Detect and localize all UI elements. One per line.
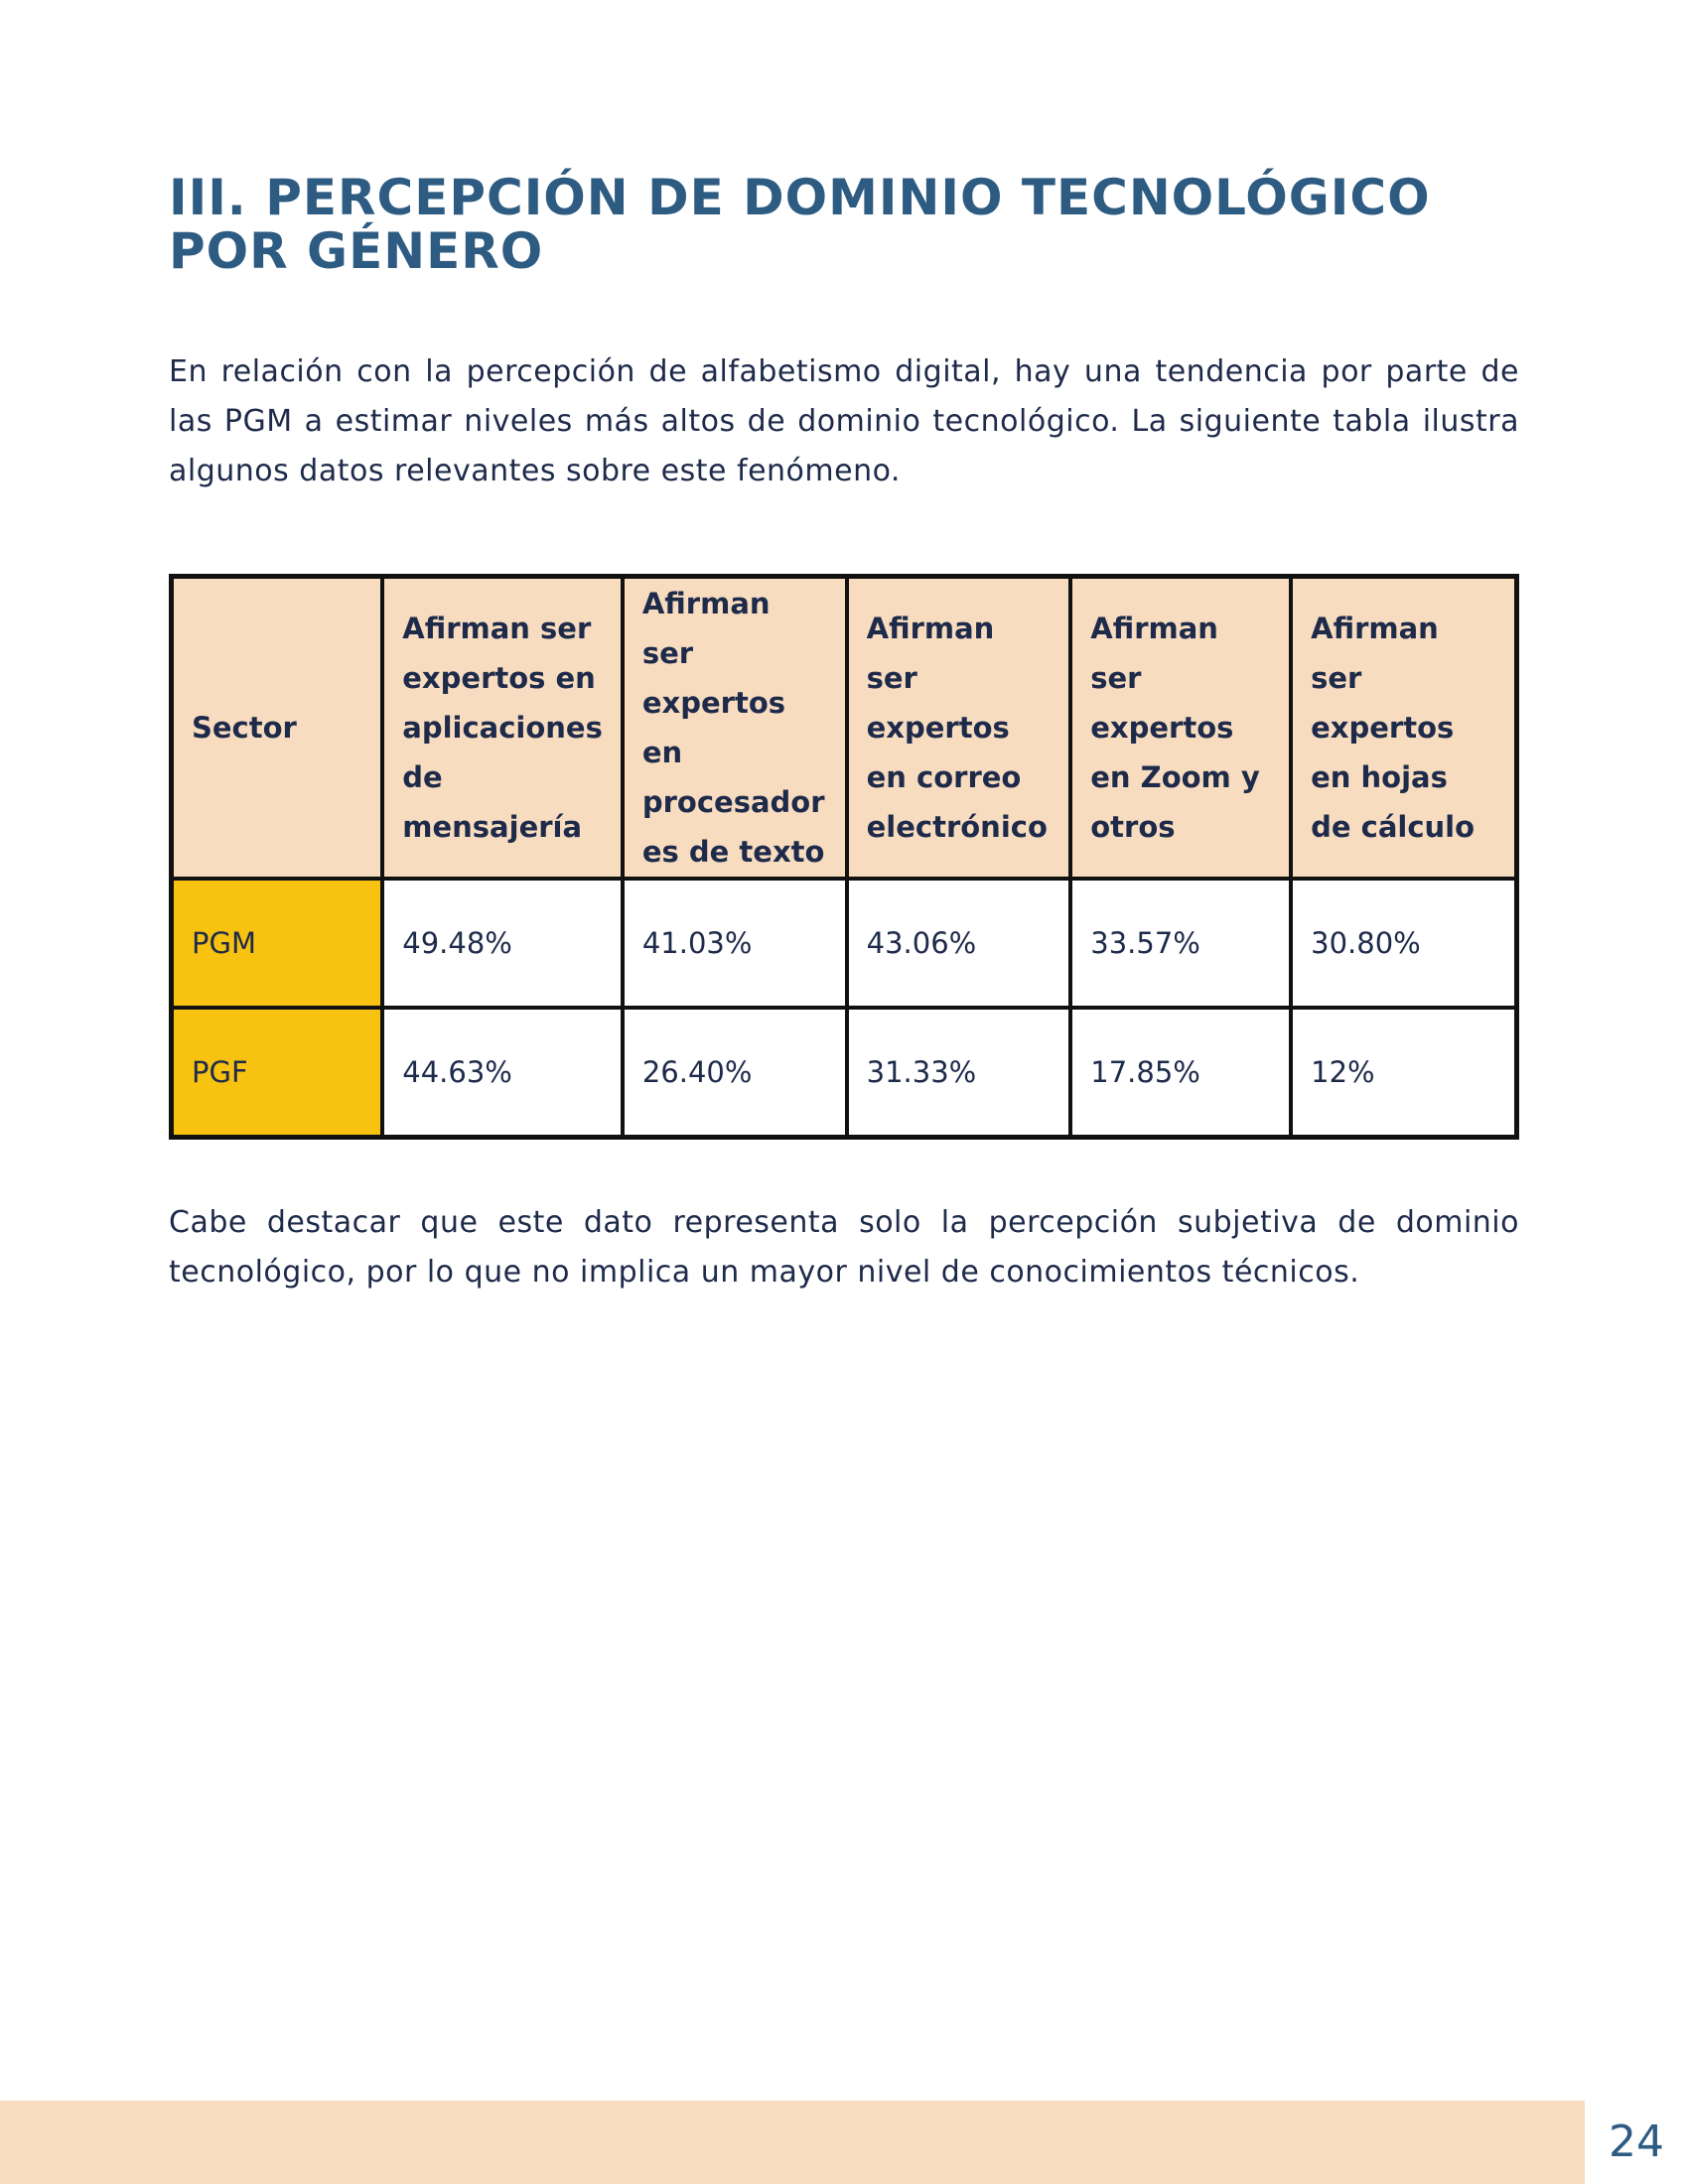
table-cell: 41.03% (623, 879, 847, 1008)
gender-tech-table (169, 574, 1519, 1140)
table-header-row (172, 577, 1517, 880)
closing-paragraph: Cabe destacar que este dato representa solo la percepción subjetiva de dominio tecnológico, por lo que no implica un mayor nivel de conocimientos técnicos. (169, 1205, 1519, 1290)
table-cell: 44.63% (382, 1008, 623, 1137)
page-number: 24 (1609, 2116, 1664, 2167)
table-cell: 26.40% (623, 1008, 847, 1137)
table-cell: 49.48% (382, 879, 623, 1008)
table-cell: 17.85% (1070, 1008, 1291, 1137)
table-row (172, 879, 1517, 1008)
header-sector: Sector (172, 577, 383, 880)
table-cell: 30.80% (1291, 879, 1516, 1008)
table-cell: 43.06% (847, 879, 1071, 1008)
header-word-processors: Afirman ser expertos en procesador es de texto (623, 577, 847, 880)
table-row (172, 1008, 1517, 1137)
header-messaging-apps: Afirman ser expertos en aplicaciones de mensajería (382, 577, 623, 880)
footer-bar (0, 2101, 1585, 2184)
header-email: Afirman ser expertos en correo electrónico (847, 577, 1071, 880)
page-title: III. PERCEPCIÓN DE DOMINIO TECNOLÓGICO POR GÉNERO (169, 169, 1431, 280)
table-cell: 12% (1291, 1008, 1516, 1137)
table-cell: 31.33% (847, 1008, 1071, 1137)
header-zoom: Afirman ser expertos en Zoom y otros (1070, 577, 1291, 880)
table-cell: 33.57% (1070, 879, 1291, 1008)
row-sector-pgm: PGM (172, 879, 383, 1008)
header-spreadsheets: Afirman ser expertos en hojas de cálculo (1291, 577, 1516, 880)
row-sector-pgf: PGF (172, 1008, 383, 1137)
intro-paragraph: En relación con la percepción de alfabetismo digital, hay una tendencia por parte de las PGM a estimar niveles más altos de dominio tecnológico. La siguiente tabla ilustra algunos datos relevantes sobre este fenómeno. (169, 354, 1519, 488)
